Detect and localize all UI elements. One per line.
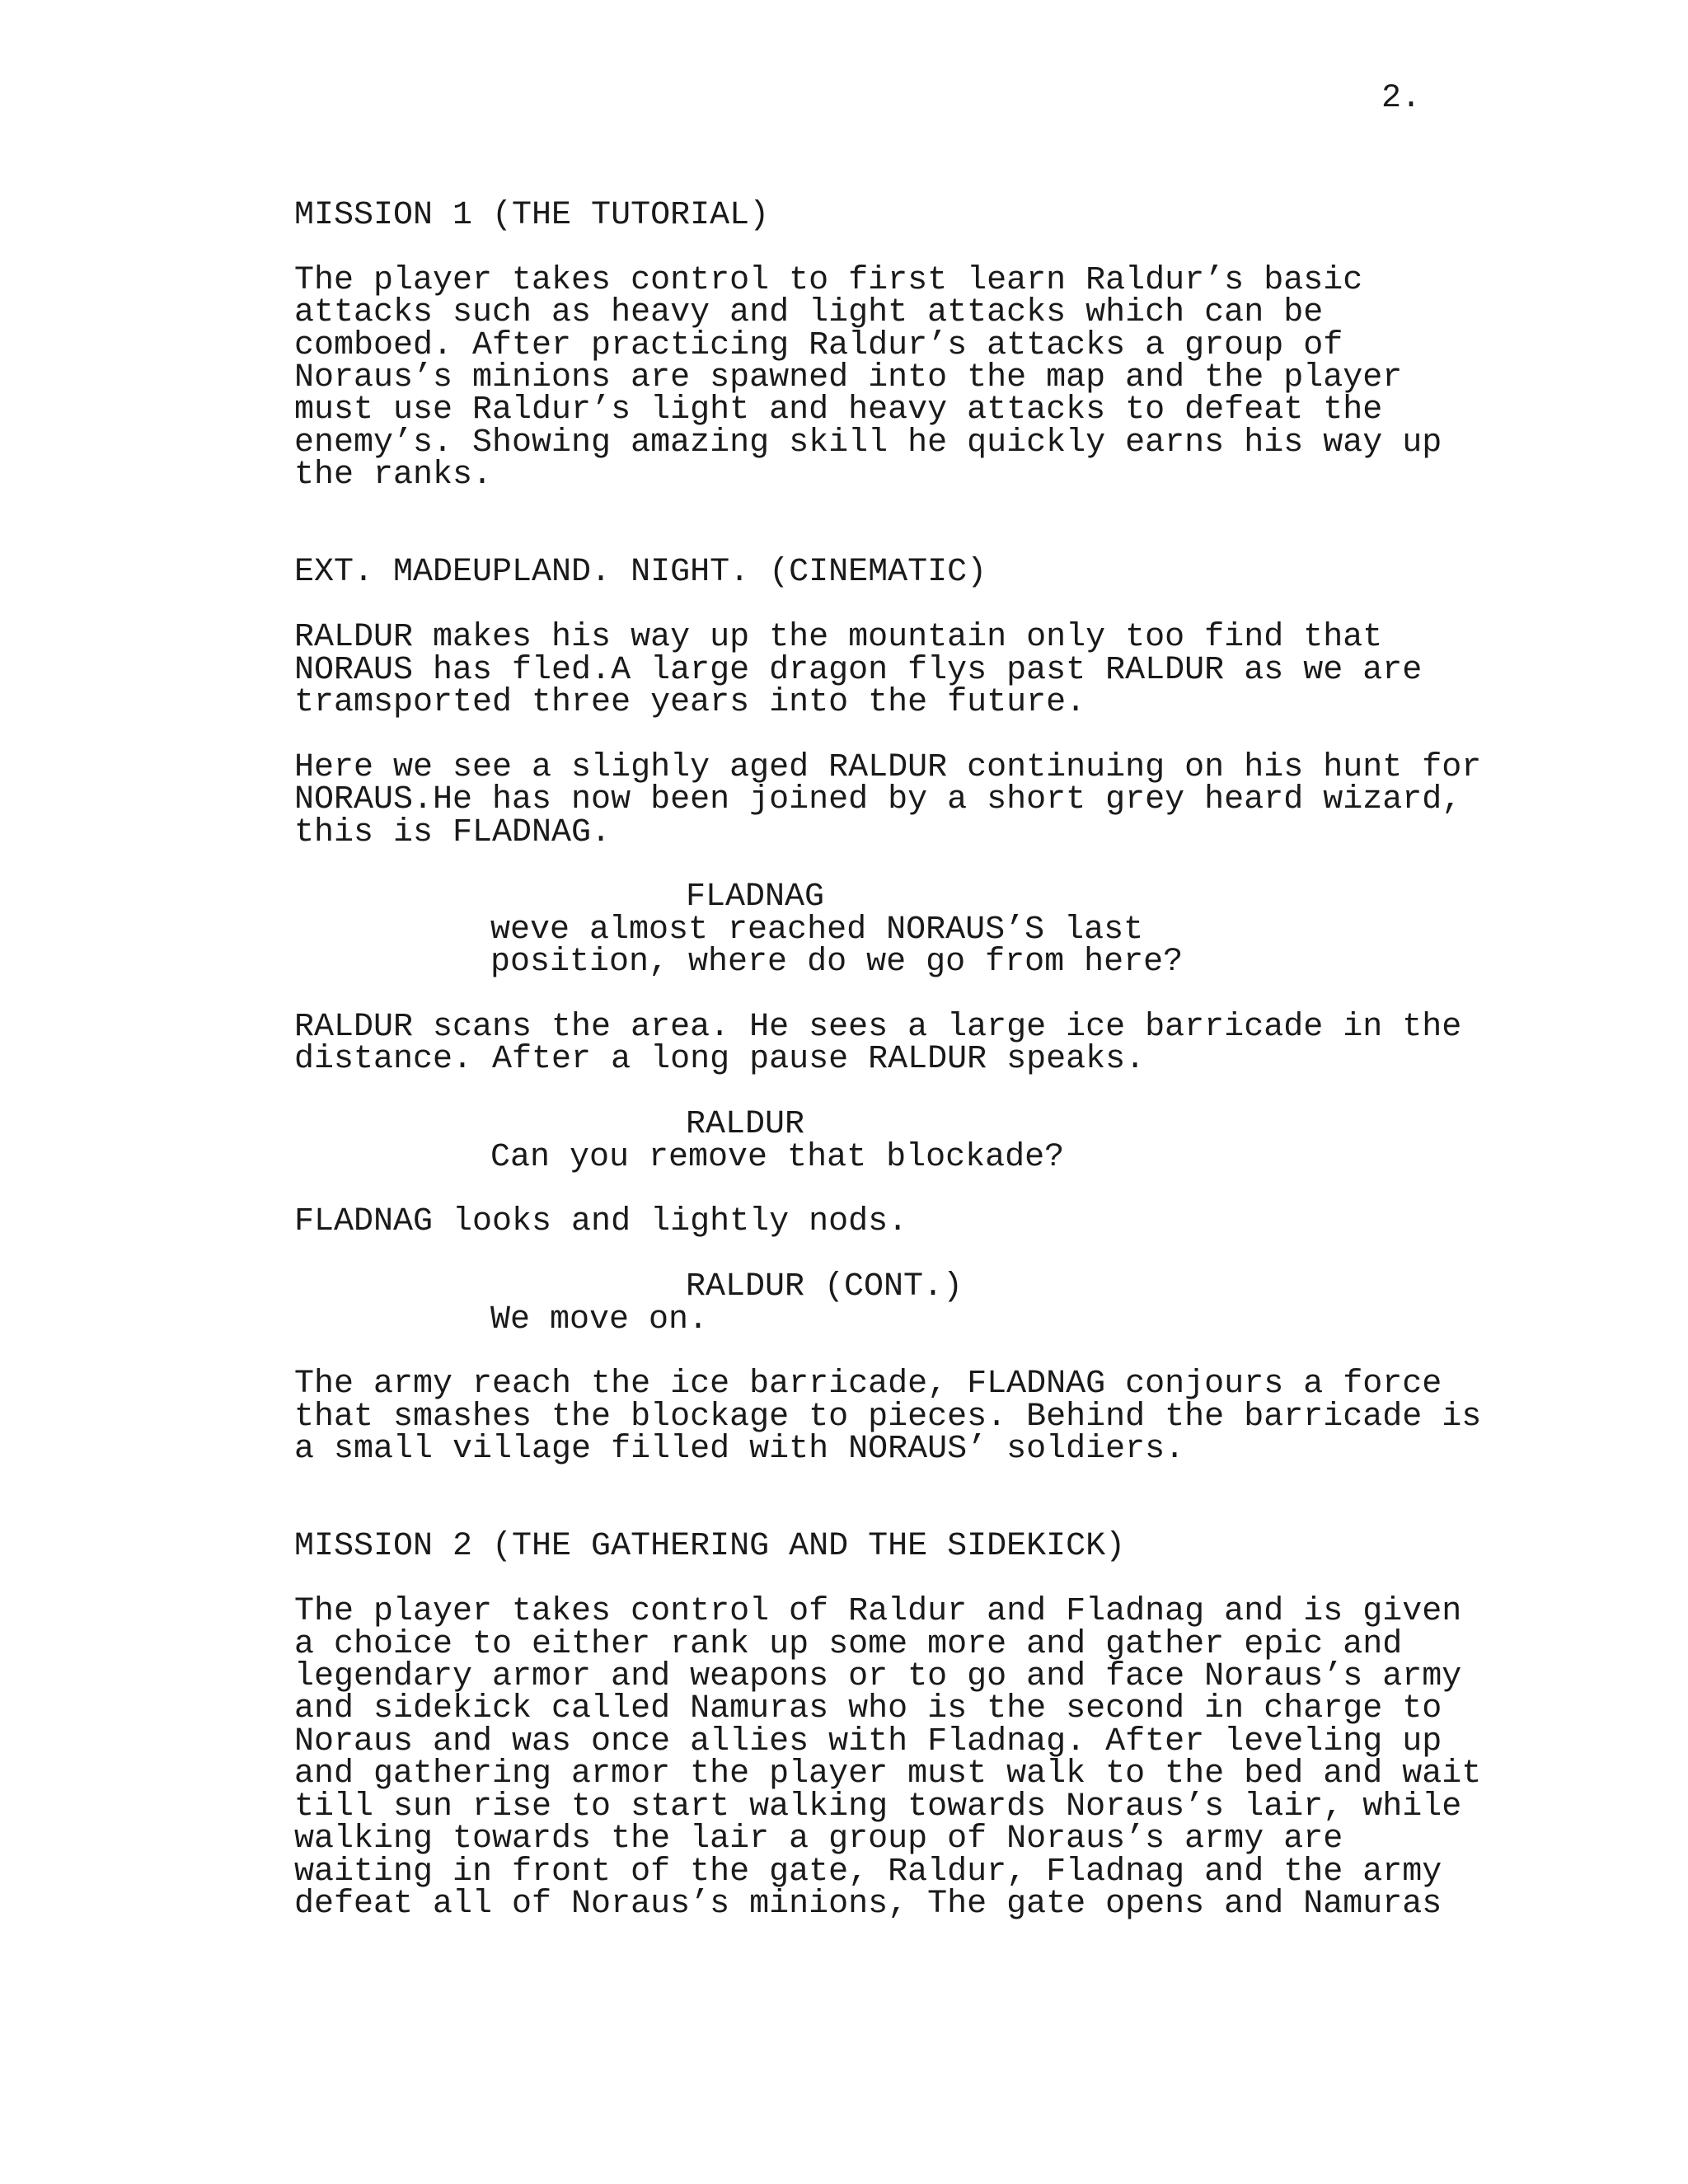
mission-2-description-line: waiting in front of the gate, Raldur, Fladnag and the army — [294, 1853, 1442, 1891]
mission-2-description-line: defeat all of Noraus’s minions, The gate opens and Namuras — [294, 1885, 1442, 1923]
action-scan-line: RALDUR scans the area. He sees a large ice barricade in the — [294, 1009, 1462, 1047]
mission-1-description-line: Noraus’s minions are spawned into the map and the player — [294, 359, 1403, 397]
mission-1-description-line: The player takes control to first learn Raldur’s basic — [294, 261, 1363, 299]
blank-line — [294, 1174, 1580, 1206]
mission-2-description-line: walking towards the lair a group of Noraus’s army are — [294, 1821, 1343, 1858]
dialogue-raldur-2-character: RALDUR (CONT.) — [686, 1268, 964, 1306]
mission-2-description-line: legendary armor and weapons or to go and face Noraus’s army — [294, 1658, 1462, 1696]
blank-line — [294, 232, 1580, 264]
action-mountain-line: tramsported three years into the future. — [294, 684, 1086, 722]
mission-2-description-line: Noraus and was once allies with Fladnag. After leveling up — [294, 1722, 1442, 1760]
mission-2-description-line: and gathering armor the player must walk to the bed and wait — [294, 1755, 1482, 1793]
action-scan-line: distance. After a long pause RALDUR speaks. — [294, 1041, 1146, 1079]
blank-line — [294, 849, 1580, 881]
action-mountain-line: RALDUR makes his way up the mountain only too find that — [294, 619, 1383, 657]
script-body — [294, 197, 1580, 1923]
dialogue-fladnag-character: FLADNAG — [686, 879, 825, 916]
action-barricade-line: The army reach the ice barricade, FLADNAG conjours a force — [294, 1366, 1442, 1404]
mission-2-description-line: till sun rise to start walking towards Noraus’s lair, while — [294, 1788, 1462, 1825]
mission-2-description-line: The player takes control of Raldur and Fladnag and is given — [294, 1593, 1462, 1631]
blank-line — [294, 1239, 1580, 1271]
action-barricade-line: a small village filled with NORAUS’ soldiers. — [294, 1431, 1185, 1469]
mission-2-description-line: and sidekick called Namuras who is the second in charge to — [294, 1690, 1442, 1728]
blank-line — [294, 492, 1580, 524]
action-barricade-line: that smashes the blockage to pieces. Behind the barricade is — [294, 1398, 1482, 1436]
mission-1-description-line: the ranks. — [294, 457, 493, 494]
mission-1-description-line: enemy’s. Showing amazing skill he quickly earns his way up — [294, 424, 1442, 462]
blank-line — [294, 1563, 1580, 1596]
page-number: 2. — [1381, 80, 1422, 117]
mission-2-heading-line: MISSION 2 (THE GATHERING AND THE SIDEKICK) — [294, 1528, 1126, 1566]
dialogue-raldur-1-line: Can you remove that blockade? — [490, 1138, 1065, 1176]
mission-1-description-line: attacks such as heavy and light attacks which can be — [294, 294, 1324, 332]
blank-line — [294, 1466, 1580, 1498]
mission-1-description-line: must use Raldur’s light and heavy attacks to defeat the — [294, 391, 1383, 429]
blank-line — [294, 524, 1580, 556]
action-fladnag-intro-line: NORAUS.He has now been joined by a short grey heard wizard, — [294, 781, 1462, 819]
scene-heading-line: EXT. MADEUPLAND. NIGHT. (CINEMATIC) — [294, 554, 987, 592]
blank-line — [294, 589, 1580, 621]
blank-line — [294, 719, 1580, 751]
mission-1-description-line: comboed. After practicing Raldur’s attacks a group of — [294, 326, 1343, 364]
dialogue-raldur-1-character: RALDUR — [686, 1106, 805, 1144]
mission-2-description-line: a choice to either rank up some more and gather epic and — [294, 1625, 1403, 1663]
dialogue-fladnag-line: weve almost reached NORAUS’S last — [490, 911, 1144, 949]
action-fladnag-intro-line: this is FLADNAG. — [294, 813, 612, 851]
blank-line — [294, 979, 1580, 1011]
blank-line — [294, 1498, 1580, 1530]
blank-line — [294, 1336, 1580, 1368]
action-fladnag-intro-line: Here we see a slighly aged RALDUR continuing on his hunt for — [294, 748, 1482, 786]
blank-line — [294, 1076, 1580, 1108]
mission-1-heading-line: MISSION 1 (THE TUTORIAL) — [294, 197, 770, 234]
dialogue-fladnag-line: position, where do we go from here? — [490, 944, 1184, 982]
action-nod-line: FLADNAG looks and lightly nods. — [294, 1203, 908, 1241]
action-mountain-line: NORAUS has fled.A large dragon flys past RALDUR as we are — [294, 651, 1423, 689]
dialogue-raldur-2-line: We move on. — [490, 1301, 709, 1338]
